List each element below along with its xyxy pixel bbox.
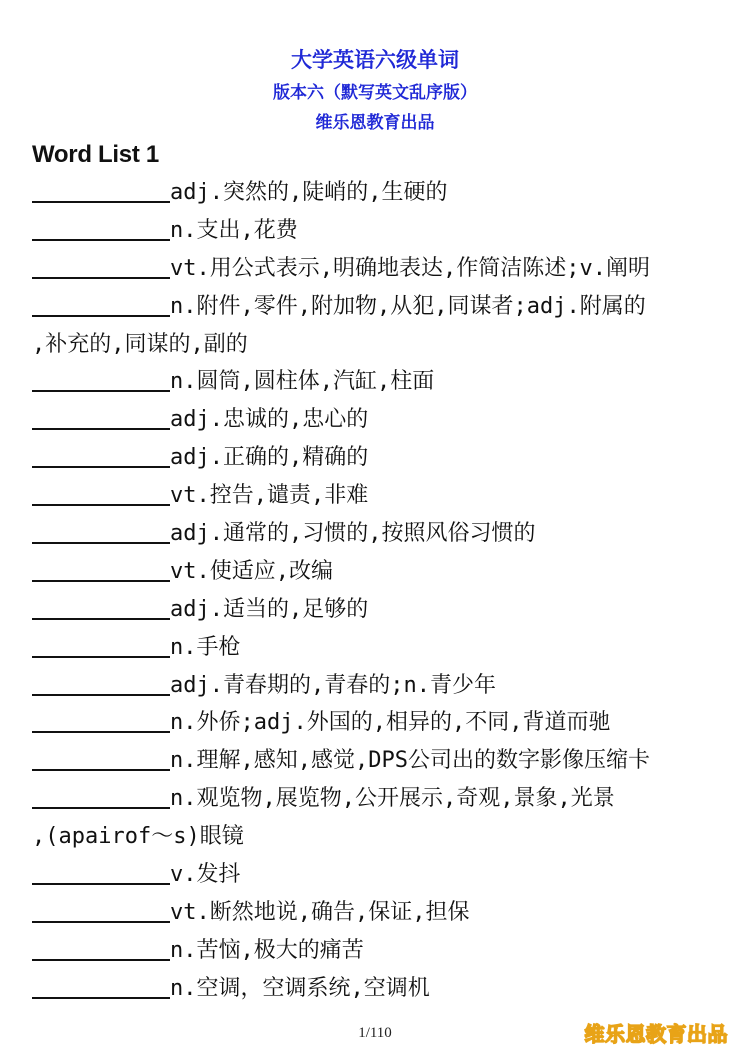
definition-text: n.理解,感知,感觉,DPS公司出的数字影像压缩卡: [170, 748, 650, 774]
definition-text: adj.正确的,精确的: [170, 445, 369, 471]
answer-blank: [32, 478, 170, 506]
word-entry: [32, 704, 732, 742]
definition-text: v.发抖: [170, 862, 241, 888]
word-entry: [32, 439, 732, 477]
word-entry: [32, 742, 732, 780]
definition-text: adj.通常的,习惯的,按照风俗习惯的: [170, 521, 536, 547]
answer-blank: [32, 630, 170, 658]
word-entry: [32, 667, 732, 705]
word-entry: [32, 894, 732, 932]
answer-blank: [32, 516, 170, 544]
document-subtitle: 版本六（默写英文乱序版）: [273, 83, 477, 103]
word-entry: [32, 363, 732, 401]
word-entry: [32, 174, 732, 212]
definition-text: ,补充的,同谋的,副的: [32, 331, 248, 357]
word-entry: [32, 553, 732, 591]
document-title: 大学英语六级单词: [291, 48, 459, 72]
word-entry: [32, 818, 732, 856]
word-entry: [32, 212, 732, 250]
answer-blank: [32, 743, 170, 771]
definition-text: adj.忠诚的,忠心的: [170, 407, 369, 433]
answer-blank: [32, 213, 170, 241]
answer-blank: [32, 895, 170, 923]
word-list: [32, 174, 732, 1008]
definition-text: vt.使适应,改编: [170, 558, 333, 584]
answer-blank: [32, 857, 170, 885]
answer-blank: [32, 705, 170, 733]
definition-text: n.外侨;adj.外国的,相异的,不同,背道而驰: [170, 710, 611, 736]
definition-text: n.圆筒,圆柱体,汽缸,柱面: [170, 369, 435, 395]
word-entry: [32, 780, 732, 818]
answer-blank: [32, 175, 170, 203]
answer-blank: [32, 554, 170, 582]
watermark-logo: 维乐恩教育出品: [584, 1022, 728, 1046]
definition-text: vt.控告,谴责,非难: [170, 483, 369, 509]
definition-text: vt.断然地说,确告,保证,担保: [170, 899, 470, 925]
definition-text: n.支出,花费: [170, 217, 298, 243]
word-entry: [32, 401, 732, 439]
page-number: 1/110: [358, 1025, 392, 1041]
word-entry: [32, 288, 732, 326]
answer-blank: [32, 933, 170, 961]
word-entry: [32, 515, 732, 553]
word-list-heading: Word List 1: [32, 141, 159, 168]
answer-blank: [32, 781, 170, 809]
word-entry: [32, 629, 732, 667]
definition-text: vt.用公式表示,明确地表达,作简洁陈述;v.阐明: [170, 255, 650, 281]
answer-blank: [32, 592, 170, 620]
answer-blank: [32, 402, 170, 430]
answer-blank: [32, 668, 170, 696]
definition-text: n.观览物,展览物,公开展示,奇观,景象,光景: [170, 786, 615, 812]
answer-blank: [32, 364, 170, 392]
definition-text: adj.青春期的,青春的;n.青少年: [170, 672, 496, 698]
word-entry: [32, 326, 732, 364]
definition-text: n.苦恼,极大的痛苦: [170, 937, 364, 963]
answer-blank: [32, 289, 170, 317]
word-entry: [32, 856, 732, 894]
word-entry: [32, 970, 732, 1008]
definition-text: adj.适当的,足够的: [170, 596, 369, 622]
word-entry: [32, 250, 732, 288]
definition-text: ,(apairof～s)眼镜: [32, 824, 244, 850]
answer-blank: [32, 251, 170, 279]
definition-text: n.附件,零件,附加物,从犯,同谋者;adj.附属的: [170, 293, 646, 319]
answer-blank: [32, 440, 170, 468]
definition-text: adj.突然的,陡峭的,生硬的: [170, 180, 448, 205]
answer-blank: [32, 971, 170, 999]
word-entry: [32, 591, 732, 629]
word-entry: [32, 477, 732, 515]
definition-text: n.手枪: [170, 634, 241, 660]
publisher-line: 维乐恩教育出品: [315, 113, 435, 133]
word-entry: [32, 932, 732, 970]
definition-text: n.空调，空调系统,空调机: [170, 975, 430, 1001]
